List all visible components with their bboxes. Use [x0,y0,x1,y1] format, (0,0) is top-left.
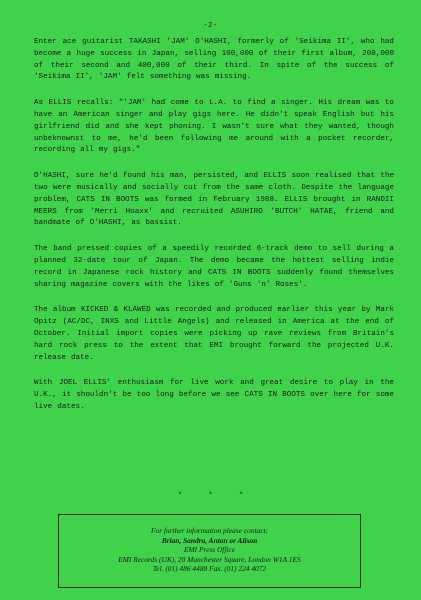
contact-intro: For further information please contact: [150,526,268,535]
contact-info-box [58,514,361,588]
contact-office: EMI Press Office [183,545,236,555]
paragraph-album-release: The album KICKED & KLAWED was recorded and produced earlier this year by Mark Opitz (AC/DC, INXS and Little Angels) and released in America at the end of October. Initial import copies were picking up rave reviews from Britain's hard rock press to the extent that EMI brought forward the projected U.K. release date. [34,306,394,362]
contact-phone: Tel. (01) 486 4488 Fax. (01) 224 4072 [152,564,267,574]
press-release-body [34,37,394,428]
page-number: -2- [203,22,218,30]
paragraph-band-formed: O'HASHI, sure he'd found his man, persisted, and ELLIS soon realised that the two were musically and socially cut from the same cloth. Despite the language problem, CATS IN BOOTS was formed in February 1988. ELLIS brought in RANDII MEERS from 'Merri Hoaxx' and recruited ASUHIRO 'BUTCH' HATAE, friend and bandmate of O'HASHI, as bassist. [34,172,394,228]
paragraph-demo-tour: The band pressed copies of a speedily recorded 6-track demo to sell during a planned 32-date tour of Japan. The demo became the hottest selling indie record in Japanese rock history and CATS IN BOOTS suddenly found themselves sharing magazine covers with the likes of 'Guns 'n' Roses'. [34,245,394,289]
section-separator-stars: * * * [177,492,244,500]
paragraph-intro-jam: Enter ace guitarist TAKASHI 'JAM' O'HASHI, formerly of 'Seikima II', who had become a huge success in Japan, selling 100,000 of their first album, 200,000 of their second and 400,000 of their third. In spite of the success of 'Seikima II', 'JAM' felt something was missing. [34,38,394,82]
contact-address: EMI Records (UK), 20 Manchester Square, London W1A 1ES [118,554,301,564]
paragraph-live-dates: With JOEL ELLIS' enthusiasm for live work and great desire to play in the U.K., it shouldn't be too long before we see CATS IN BOOTS over here for some live dates. [34,379,394,411]
paragraph-ellis-quote: As ELLIS recalls: "'JAM' had come to L.A. to find a singer. His dream was to have an American singer and play gigs here. He didn't speak English but his girlfriend did and she kept phoning. I wasn't sure what they wanted, though unbeknownst to me, he'd been following me around with a pocket recorder, recording all my gigs." [34,99,394,155]
contact-names: Brian, Sandra, Anton or Alison [161,535,258,545]
